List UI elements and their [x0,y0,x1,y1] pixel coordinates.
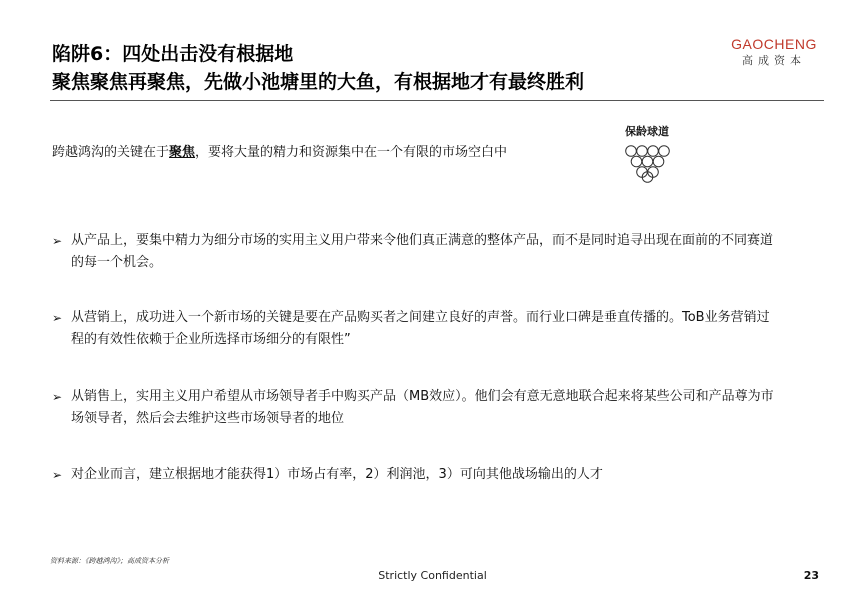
bullet-arrow-icon: ➢ [52,468,63,482]
logo-subtitle: 高成资本 [742,54,806,67]
bullet-marketing [52,307,782,351]
logo-brand: GAOCHENG [731,36,817,52]
bowling-label: 保龄球道 [625,125,669,138]
bullet-text: 从营销上，成功进入一个新市场的关键是要在产品购买者之间建立良好的声誉。而行业口碑是垂直传播的。ToB业务营销过程的有效性依赖于企业所选择市场细分的有限性” [71,310,770,347]
bowling-alley-figure [614,125,680,183]
confidential-label: Strictly Confidential [378,569,487,582]
header-divider [50,100,824,101]
gaocheng-logo [729,36,819,68]
bullet-company [52,464,782,486]
title-line-2: 聚焦聚焦再聚焦，先做小池塘里的大鱼，有根据地才有最终胜利 [52,71,585,93]
bullet-arrow-icon: ➢ [52,390,63,404]
intro-text [52,144,507,162]
bullet-arrow-icon: ➢ [52,234,63,248]
bullet-list [52,230,782,486]
bowling-pins-icon [624,145,670,183]
intro-suffix: ，要将大量的精力和资源集中在一个有限的市场空白中 [195,145,508,160]
slide-title [52,40,712,96]
bullet-text: 对企业而言，建立根据地才能获得1）市场占有率，2）利润池，3）可向其他战场输出的人才 [71,467,603,482]
source-note: 资料来源：《跨越鸿沟》；高成资本分析 [50,557,169,565]
bullet-sales [52,386,782,430]
bullet-product [52,230,782,274]
page-number: 23 [803,569,819,582]
bullet-text: 从销售上，实用主义用户希望从市场领导者手中购买产品（MB效应）。他们会有意无意地联合起来将某些公司和产品尊为市场领导者，然后会去维护这些市场领导者的地位 [71,389,774,426]
bullet-arrow-icon: ➢ [52,311,63,325]
title-line-1: 陷阱6：四处出击没有根据地 [52,43,294,65]
intro-prefix: 跨越鸿沟的关键在于 [52,145,170,160]
bullet-text: 从产品上，要集中精力为细分市场的实用主义用户带来令他们真正满意的整体产品，而不是同时追寻出现在面前的不同赛道的每一个机会。 [71,233,774,270]
intro-emphasis: 聚焦 [169,145,196,160]
